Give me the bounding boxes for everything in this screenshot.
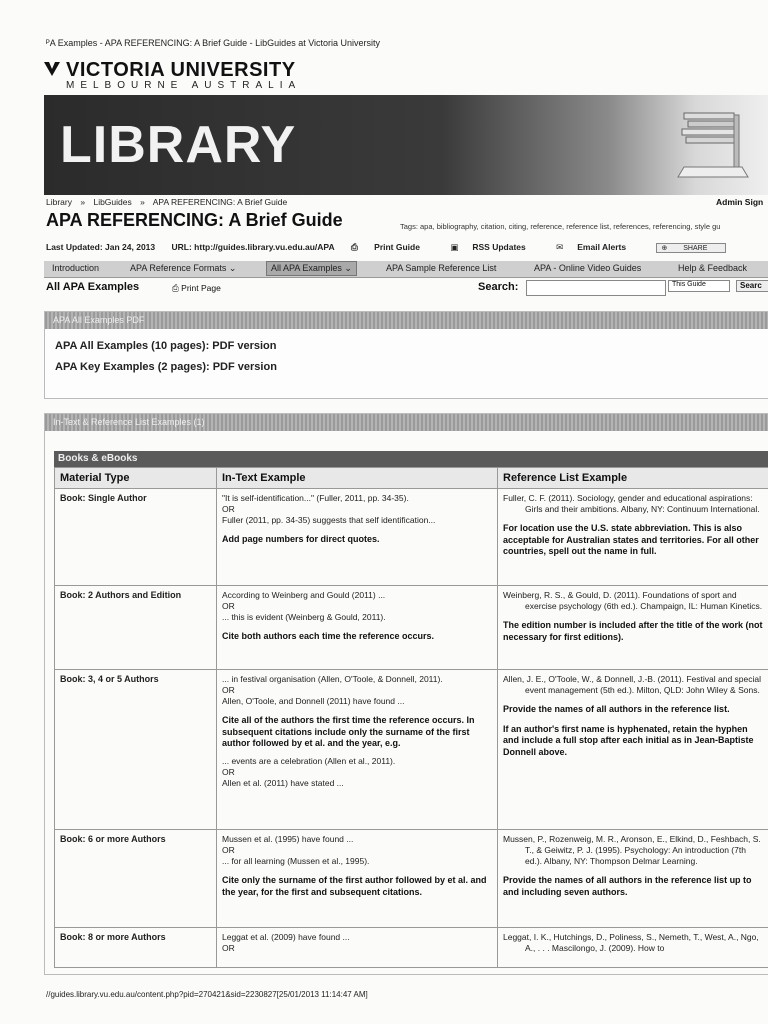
- reference-entry: Leggat, I. K., Hutchings, D., Poliness, S., Nemeth, T., West, A., Ngo, A., . . . Mascilongo, J. (2009). How to: [503, 932, 759, 953]
- tab-apa-online-video-guides[interactable]: APA - Online Video Guides: [534, 263, 642, 273]
- reference-entry: Allen, J. E., O'Toole, W., & Donnell, J.-B. (2011). Festival and special event management (5th ed.). Milton, QLD: John Wiley & Sons.: [503, 674, 761, 695]
- printer-icon: ⎙: [172, 283, 182, 293]
- in-text-line: Allen, O'Toole, and Donnell (2011) have found ...: [222, 696, 405, 706]
- material-type: Book: 8 or more Authors: [55, 928, 217, 968]
- material-type: Book: 6 or more Authors: [55, 830, 217, 928]
- search-input[interactable]: [526, 280, 666, 296]
- pdf-link-key-examples[interactable]: APA Key Examples (2 pages): PDF version: [55, 361, 277, 373]
- table-row: [55, 670, 768, 830]
- breadcrumb-library[interactable]: Library: [46, 197, 72, 207]
- pdf-link-all-examples[interactable]: APA All Examples (10 pages): PDF version: [55, 340, 277, 352]
- page-footer-url: //guides.library.vu.edu.au/content.php?pid=270421&sid=2230827[25/01/2013 11:14:47 AM]: [46, 990, 368, 999]
- in-text-line: ... in festival organisation (Allen, O'Toole, & Donnell, 2011).: [222, 674, 443, 684]
- in-text-line: "It is self-identification..." (Fuller, 2011, pp. 34-35).: [222, 493, 409, 503]
- examples-box-header: In-Text & Reference List Examples (1): [45, 414, 768, 431]
- banner-title: LIBRARY: [60, 116, 297, 174]
- in-text-line: According to Weinberg and Gould (2011) ...: [222, 590, 386, 600]
- breadcrumb-libguides[interactable]: LibGuides: [93, 197, 132, 207]
- rss-icon: ▣: [450, 242, 459, 252]
- material-type: Book: Single Author: [55, 489, 217, 586]
- in-text-example: [217, 670, 498, 830]
- reference-entry: Mussen, P., Rozenweig, M. R., Aronson, E., Elkind, D., Feshbach, S. T., & Geiwitz, P. J. (1995). Psychology: An introduction (7th ed.). Albany, NY: Thompson Delmar Learning.: [503, 834, 761, 866]
- table-row: [55, 586, 768, 670]
- in-text-note: Cite all of the authors the first time the reference occurs. In subsequent citations include only the surname of the first author followed by et al. and the year, e.g.: [222, 715, 475, 748]
- breadcrumb-guide[interactable]: APA REFERENCING: A Brief Guide: [152, 197, 288, 207]
- printer-icon: ⎙: [350, 242, 361, 252]
- pdf-box-header: APA All Examples PDF: [45, 312, 768, 329]
- table-header-row: [55, 468, 768, 489]
- page-title: All APA Examples: [46, 281, 140, 293]
- reference-entry: Fuller, C. F. (2011). Sociology, gender and educational aspirations: Girls and their ambitions. Albany, NY: Continuum International.: [503, 493, 760, 514]
- reference-example: [498, 489, 768, 586]
- reference-note: For location use the U.S. state abbreviation. This is also acceptable for Australian states and territories. For all other countries, spell out the name in full.: [503, 523, 759, 556]
- column-header: Reference List Example: [498, 468, 768, 489]
- pdf-box: [44, 311, 768, 399]
- share-icon: ⊕: [661, 245, 670, 252]
- search-scope-select[interactable]: This Guide: [668, 280, 730, 292]
- logo-name: VICTORIA UNIVERSITY: [66, 59, 296, 81]
- search-label: Search:: [478, 281, 519, 293]
- table-row: [55, 489, 768, 586]
- in-text-note: Cite only the surname of the first author followed by et al. and the year, for the first and subsequent citations.: [222, 875, 487, 897]
- guide-meta-bar: [46, 242, 740, 253]
- reference-entry: Weinberg, R. S., & Gould, D. (2011). Foundations of sport and exercise psychology (6th ed.). Champaign, IL: Human Kinetics.: [503, 590, 763, 611]
- guide-url[interactable]: URL: http://guides.library.vu.edu.au/APA: [171, 242, 335, 252]
- rss-updates-link[interactable]: ▣ RSS Updates: [450, 242, 526, 252]
- material-type: Book: 2 Authors and Edition: [55, 586, 217, 670]
- column-header: Material Type: [55, 468, 217, 489]
- in-text-line: Fuller (2011, pp. 34-35) suggests that self identification...: [222, 515, 436, 525]
- in-text-line: Allen et al. (2011) have stated ...: [222, 777, 344, 788]
- in-text-line: ... this is evident (Weinberg & Gould, 2011).: [222, 612, 386, 622]
- guide-nav-tabs: [44, 261, 768, 278]
- in-text-line: Mussen et al. (1995) have found ...: [222, 834, 354, 844]
- in-text-example: [217, 830, 498, 928]
- tab-apa-reference-formats[interactable]: APA Reference Formats ⌄: [130, 263, 237, 273]
- table-title: Books & eBooks: [54, 451, 768, 467]
- breadcrumb-sep: »: [80, 197, 86, 207]
- in-text-line: Leggat et al. (2009) have found ...: [222, 932, 350, 942]
- print-guide-link[interactable]: ⎙ Print Guide: [350, 242, 420, 252]
- reference-example: [498, 586, 768, 670]
- in-text-example: [217, 489, 498, 586]
- in-text-line: ... events are a celebration (Allen et al., 2011).: [222, 755, 396, 766]
- page-header: ᴾA Examples - APA REFERENCING: A Brief Guide - LibGuides at Victoria University: [46, 38, 381, 48]
- in-text-line: OR: [222, 845, 235, 855]
- admin-sign-in-link[interactable]: Admin Sign: [716, 197, 764, 207]
- table-row: [55, 830, 768, 928]
- table-row: [55, 928, 768, 968]
- reference-note: Provide the names of all authors in the reference list.: [503, 704, 730, 714]
- tab-introduction[interactable]: Introduction: [52, 263, 100, 273]
- reference-note: The edition number is included after the title of the work (not necessary for first editions).: [503, 620, 763, 642]
- books-laptop-icon: [644, 105, 754, 185]
- in-text-line: OR: [222, 943, 235, 953]
- university-logo[interactable]: [46, 60, 301, 91]
- logo-subtitle: MELBOURNE AUSTRALIA: [66, 80, 302, 91]
- share-button[interactable]: ⊕ SHARE: [656, 243, 726, 253]
- email-icon: ✉: [556, 242, 564, 252]
- reference-example: [498, 670, 768, 830]
- in-text-example: [217, 928, 498, 968]
- column-header: In-Text Example: [217, 468, 498, 489]
- in-text-note: Cite both authors each time the reference occurs.: [222, 631, 435, 641]
- examples-table: [54, 467, 768, 968]
- reference-note: Provide the names of all authors in the reference list up to and including seven authors.: [503, 875, 752, 897]
- in-text-line: OR: [222, 504, 235, 514]
- tab-help-feedback[interactable]: Help & Feedback: [678, 263, 748, 273]
- vu-logo-icon: [44, 62, 60, 76]
- in-text-line: OR: [222, 685, 235, 695]
- reference-note: If an author's first name is hyphenated, retain the hyphen and include a full stop after each initial as in Jean-Baptiste Donnell above.: [503, 723, 754, 757]
- email-alerts-link[interactable]: ✉ Email Alerts: [556, 242, 627, 252]
- print-page-link[interactable]: ⎙ Print Page: [172, 283, 221, 293]
- library-banner: [44, 95, 768, 195]
- breadcrumb-sep: »: [140, 197, 145, 207]
- reference-example: [498, 928, 768, 968]
- in-text-line: OR: [222, 601, 235, 611]
- reference-example: [498, 830, 768, 928]
- guide-tags: Tags: apa, bibliography, citation, citing, reference, reference list, references, referencing, style gu: [400, 222, 721, 231]
- guide-title: APA REFERENCING: A Brief Guide: [46, 210, 343, 230]
- breadcrumb: [46, 197, 293, 207]
- tab-all-apa-examples[interactable]: All APA Examples ⌄: [266, 261, 357, 276]
- last-updated: Last Updated: Jan 24, 2013: [46, 242, 156, 252]
- in-text-line: ... for all learning (Mussen et al., 1995).: [222, 856, 370, 866]
- in-text-line: OR: [222, 766, 235, 777]
- tab-apa-sample-reference-list[interactable]: APA Sample Reference List: [386, 263, 497, 273]
- in-text-example: [217, 586, 498, 670]
- search-button[interactable]: Searc: [736, 280, 768, 292]
- in-text-note: Add page numbers for direct quotes.: [222, 534, 380, 544]
- material-type: Book: 3, 4 or 5 Authors: [55, 670, 217, 830]
